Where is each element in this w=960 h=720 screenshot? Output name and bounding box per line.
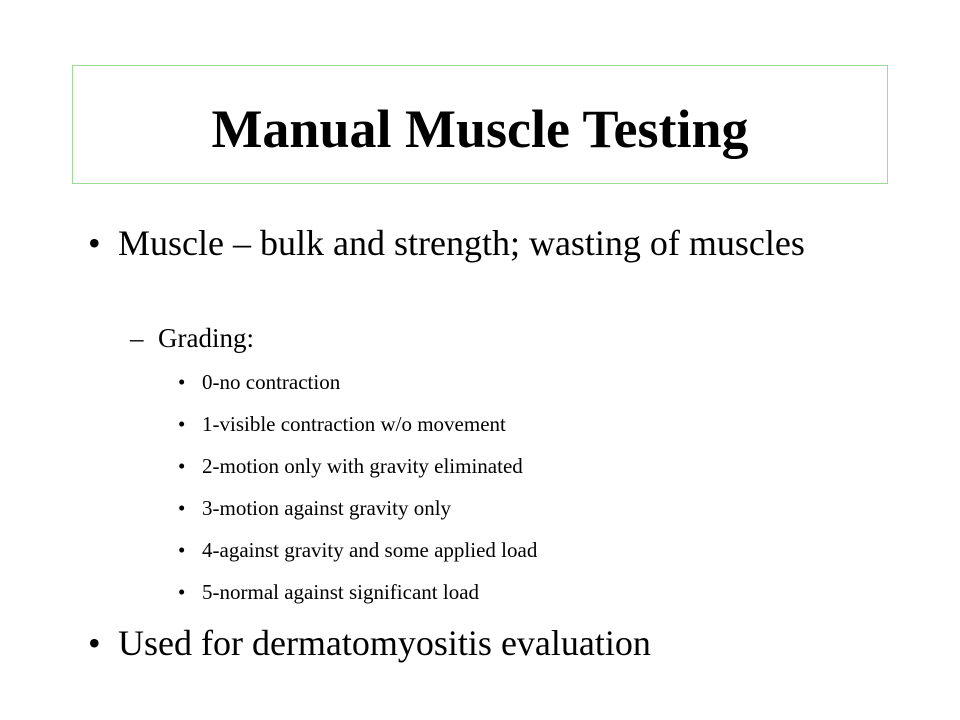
bullet-icon: • xyxy=(178,370,186,394)
bullet-text: Muscle – bulk and strength; wasting of muscles xyxy=(118,223,805,263)
bullet-icon: • xyxy=(88,223,101,263)
grade-text: 1-visible contraction w/o movement xyxy=(202,412,506,436)
bullet-icon: • xyxy=(178,580,186,604)
bullet-icon: • xyxy=(178,496,186,520)
dash-icon: – xyxy=(130,323,144,353)
bullet-text: Used for dermatomyositis evaluation xyxy=(118,623,651,663)
bullet-icon: • xyxy=(178,538,186,562)
sub-bullet-text: Grading: xyxy=(158,323,254,353)
grade-text: 0-no contraction xyxy=(202,370,341,394)
bullet-icon: • xyxy=(88,623,101,663)
grade-text: 5-normal against significant load xyxy=(202,580,480,604)
grade-text: 3-motion against gravity only xyxy=(202,496,452,520)
bullet-icon: • xyxy=(178,412,186,436)
grade-text: 4-against gravity and some applied load xyxy=(202,538,538,562)
grade-text: 2-motion only with gravity eliminated xyxy=(202,454,523,478)
bullet-icon: • xyxy=(178,454,186,478)
slide-title: Manual Muscle Testing xyxy=(211,98,749,159)
